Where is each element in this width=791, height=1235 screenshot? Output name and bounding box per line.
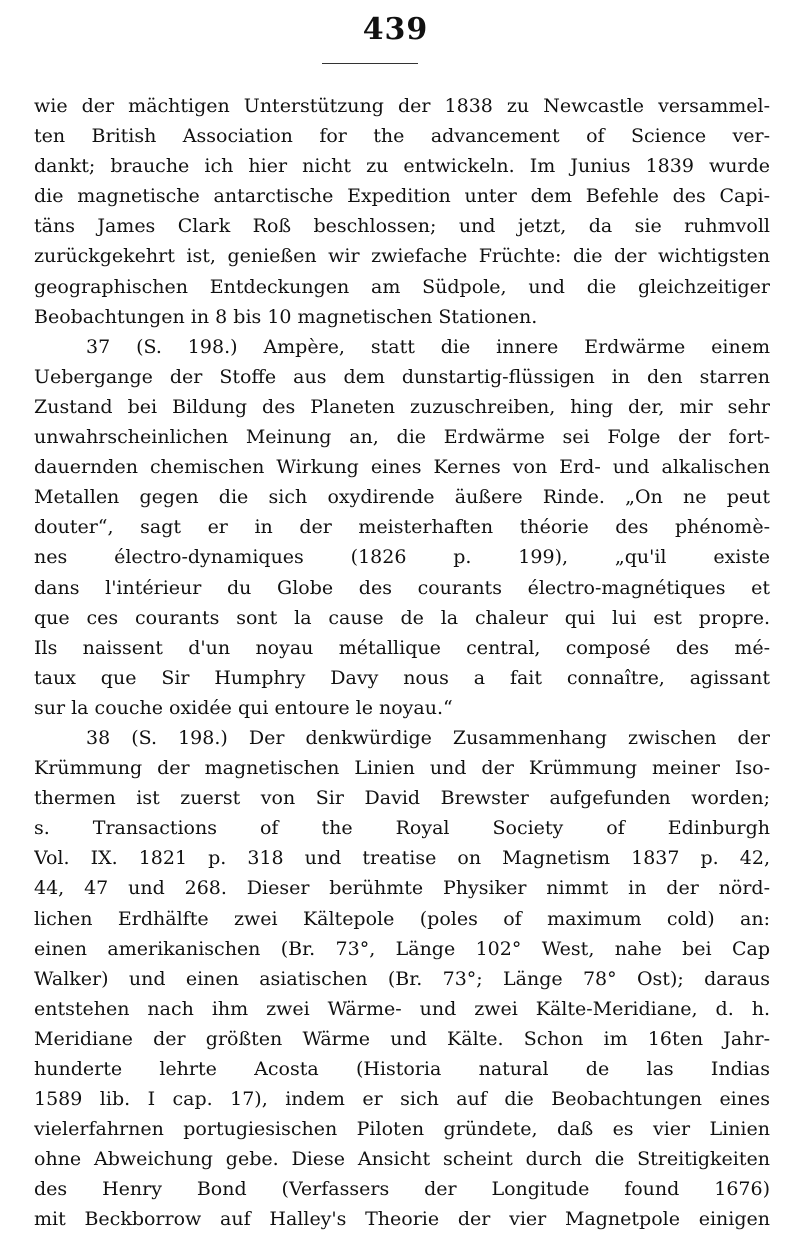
text-line: Beobachtungen in 8 bis 10 magnetischen Stationen. bbox=[34, 305, 538, 328]
header-rule bbox=[322, 63, 418, 64]
text-line: ten British Association for the advancement of Science ver- bbox=[34, 125, 770, 148]
text-line: ohne Abweichung gebe. Diese Ansicht scheint durch die Streitigkeiten bbox=[34, 1148, 770, 1171]
text-line: mit Beckborrow auf Halley's Theorie der vier Magnetpole einigen bbox=[34, 1208, 770, 1231]
text-line: einen amerikanischen (Br. 73°, Länge 102° West, nahe bei Cap bbox=[34, 937, 770, 960]
text-line: taux que Sir Humphry Davy nous a fait connaître, agissant bbox=[34, 666, 770, 689]
text-line: nes électro-dynamiques (1826 p. 199), „qu'il existe bbox=[34, 546, 770, 569]
text-line: dankt; brauche ich hier nicht zu entwickeln. Im Junius 1839 wurde bbox=[34, 155, 770, 178]
text-line: zurückgekehrt ist, genießen wir zwiefache Früchte: die der wichtigsten bbox=[34, 245, 770, 268]
text-line: 44, 47 und 268. Dieser berühmte Physiker nimmt in der nörd- bbox=[34, 877, 770, 900]
text-line: des Henry Bond (Verfassers der Longitude found 1676) bbox=[34, 1178, 770, 1201]
note-38-first-line: 38 (S. 198.) Der denkwürdige Zusammenhang zwischen der bbox=[86, 726, 770, 749]
text-line: Vol. IX. 1821 p. 318 und treatise on Magnetism 1837 p. 42, bbox=[34, 847, 770, 870]
body-text bbox=[34, 91, 770, 1235]
text-line: Ils naissent d'un noyau métallique central, composé des mé- bbox=[34, 636, 770, 659]
text-line: 1589 lib. I cap. 17), indem er sich auf die Beobachtungen eines bbox=[34, 1088, 770, 1111]
text-line: wie der mächtigen Unterstützung der 1838 zu Newcastle versammel- bbox=[34, 95, 770, 117]
text-line: dans l'intérieur du Globe des courants électro-magnétiques et bbox=[34, 576, 770, 599]
text-line: entstehen nach ihm zwei Wärme- und zwei Kälte-Meridiane, d. h. bbox=[34, 997, 770, 1020]
text-line: dauernden chemischen Wirkung eines Kernes von Erd- und alkalischen bbox=[34, 456, 770, 479]
text-line: thermen ist zuerst von Sir David Brewster aufgefunden worden; bbox=[34, 787, 770, 810]
note-37-first-line: 37 (S. 198.) Ampère, statt die innere Erdwärme einem bbox=[86, 335, 770, 358]
text-line: Walker) und einen asiatischen (Br. 73°; Länge 78° Ost); daraus bbox=[34, 967, 770, 990]
text-line: die magnetische antarctische Expedition unter dem Befehle des Capi- bbox=[34, 185, 770, 208]
text-line: unwahrscheinlichen Meinung an, die Erdwärme sei Folge der fort- bbox=[34, 426, 770, 449]
text-line: lichen Erdhälfte zwei Kältepole (poles of maximum cold) an: bbox=[34, 907, 770, 930]
text-line: Zustand bei Bildung des Planeten zuzuschreiben, hing der, mir sehr bbox=[34, 395, 770, 418]
text-line: Metallen gegen die sich oxydirende äußere Rinde. „On ne peut bbox=[34, 486, 770, 509]
text-line: douter“, sagt er in der meisterhaften théorie des phénomè- bbox=[34, 516, 770, 539]
text-line: vielerfahrnen portugiesischen Piloten gründete, daß es vier Linien bbox=[34, 1118, 770, 1141]
page-number: 439 bbox=[362, 12, 429, 47]
text-line: Uebergange der Stoffe aus dem dunstartig-flüssigen in den starren bbox=[34, 365, 770, 388]
text-line: s. Transactions of the Royal Society of Edinburgh bbox=[34, 817, 770, 840]
text-line: Krümmung der magnetischen Linien und der Krümmung meiner Iso- bbox=[34, 757, 770, 780]
text-line: sur la couche oxidée qui entoure le noyau.“ bbox=[34, 696, 453, 719]
text-line: que ces courants sont la cause de la chaleur qui lui est propre. bbox=[34, 606, 770, 629]
text-line: Meridiane der größten Wärme und Kälte. Schon im 16ten Jahr- bbox=[34, 1027, 770, 1050]
text-line: hunderte lehrte Acosta (Historia natural de las Indias bbox=[34, 1058, 770, 1080]
text-line: täns James Clark Roß beschlossen; und jetzt, da sie ruhmvoll bbox=[34, 215, 770, 238]
text-line: geographischen Entdeckungen am Südpole, und die gleichzeitiger bbox=[34, 275, 770, 298]
